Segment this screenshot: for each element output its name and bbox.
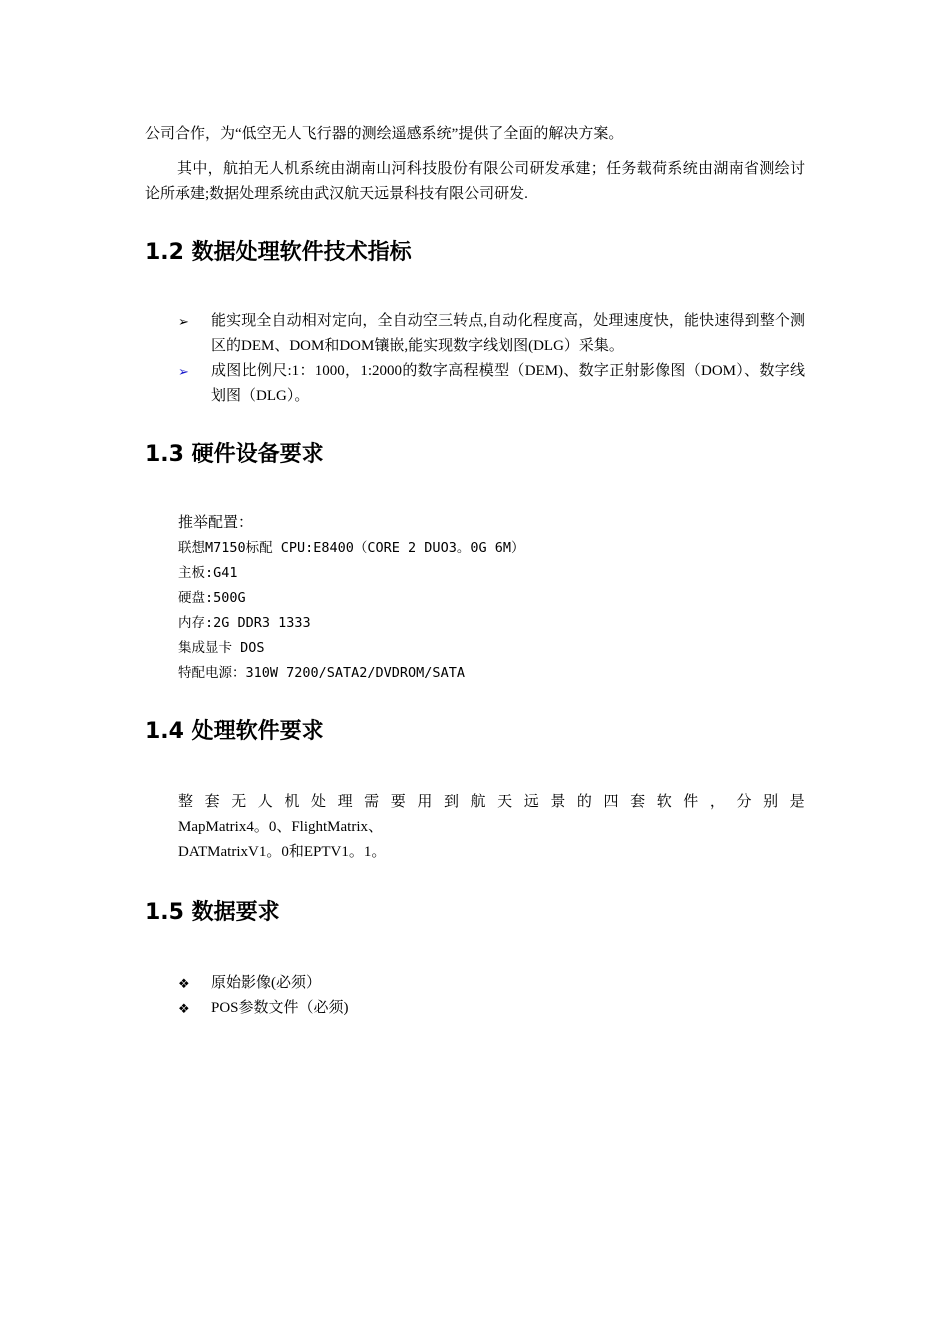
software-line-char: 件 — [683, 794, 699, 810]
list-item-text: 原始影像(必须） — [211, 975, 321, 991]
section-heading-1-4: 1.4 处理软件要求 — [145, 719, 324, 744]
hardware-line: 硬盘:500G — [178, 590, 246, 606]
software-line-char: 是 — [789, 794, 805, 810]
software-line-char: 要 — [390, 794, 406, 810]
diamond-bullet-icon: ❖ — [178, 976, 190, 991]
software-line-char: 套 — [204, 794, 220, 810]
intro-paragraph-2: 其中，航拍无人机系统由湖南山河科技股份有限公司研发承建；任务载荷系统由湖南省测绘讨论所承建;数据处理系统由武汉航天远景科技有限公司研发. — [145, 161, 805, 202]
diamond-bullet-icon: ❖ — [178, 1001, 190, 1016]
software-line-2: MapMatrix4。0、FlightMatrix、 — [178, 819, 383, 835]
software-line-char: 到 — [443, 794, 459, 810]
hardware-line: 集成显卡 DOS — [178, 640, 265, 656]
list-item — [145, 996, 805, 1021]
document-content — [145, 122, 805, 1021]
section-heading-1-5: 1.5 数据要求 — [145, 900, 280, 925]
hardware-line: 联想M7150标配 CPU:E8400（CORE 2 DUO3。0G 6M） — [178, 540, 525, 556]
list-item-text: 能实现全自动相对定向，全自动空三转点,自动化程度高，处理速度快，能快速得到整个测区的DEM、DOM和DOM镶嵌,能实现数字线划图(DLG）采集。 — [211, 313, 805, 354]
software-line-char: ， — [709, 794, 725, 810]
software-requirements — [178, 790, 805, 865]
software-line-char: 套 — [630, 794, 646, 810]
list-item — [145, 359, 805, 409]
software-line-char: 远 — [523, 794, 539, 810]
software-line-char: 处 — [310, 794, 326, 810]
software-line-char: 理 — [337, 794, 353, 810]
hardware-config — [178, 511, 805, 686]
arrow-bullet-icon: ➢ — [178, 364, 189, 379]
software-line-char: 分 — [736, 794, 752, 810]
software-line-char: 天 — [497, 794, 513, 810]
software-line-char: 航 — [470, 794, 486, 810]
software-line-char: 机 — [284, 794, 300, 810]
software-line-char: 的 — [576, 794, 592, 810]
list-item-text: POS参数文件（必须) — [211, 1000, 349, 1016]
hardware-line: 内存:2G DDR3 1333 — [178, 615, 311, 631]
hardware-line: 主板:G41 — [178, 565, 238, 581]
intro-paragraph-1: 公司合作，为“低空无人飞行器的测绘遥感系统”提供了全面的解决方案。 — [145, 126, 624, 142]
software-line-1 — [178, 790, 805, 815]
list-item-text: 成图比例尺:1：1000，1:2000的数字高程模型（DEM)、数字正射影像图（DOM）、数字线划图（DLG）。 — [211, 363, 805, 404]
hardware-line: 推举配置： — [178, 515, 254, 531]
data-requirements-list — [145, 971, 805, 1021]
software-line-char: 整 — [178, 794, 194, 810]
tech-spec-list — [145, 309, 805, 409]
software-line-char: 需 — [364, 794, 380, 810]
software-line-char: 无 — [231, 794, 247, 810]
software-line-char: 别 — [763, 794, 779, 810]
section-heading-1-3: 1.3 硬件设备要求 — [145, 442, 324, 467]
hardware-line: 特配电源：310W 7200/SATA2/DVDROM/SATA — [178, 665, 465, 681]
list-item — [145, 309, 805, 359]
section-heading-1-2: 1.2 数据处理软件技术指标 — [145, 240, 412, 265]
list-item — [145, 971, 805, 996]
software-line-char: 景 — [550, 794, 566, 810]
software-line-char: 用 — [417, 794, 433, 810]
arrow-bullet-icon: ➢ — [178, 314, 189, 329]
software-line-char: 四 — [603, 794, 619, 810]
software-line-3: DATMatrixV1。0和EPTV1。1。 — [178, 844, 387, 860]
software-line-char: 人 — [257, 794, 273, 810]
software-line-char: 软 — [656, 794, 672, 810]
